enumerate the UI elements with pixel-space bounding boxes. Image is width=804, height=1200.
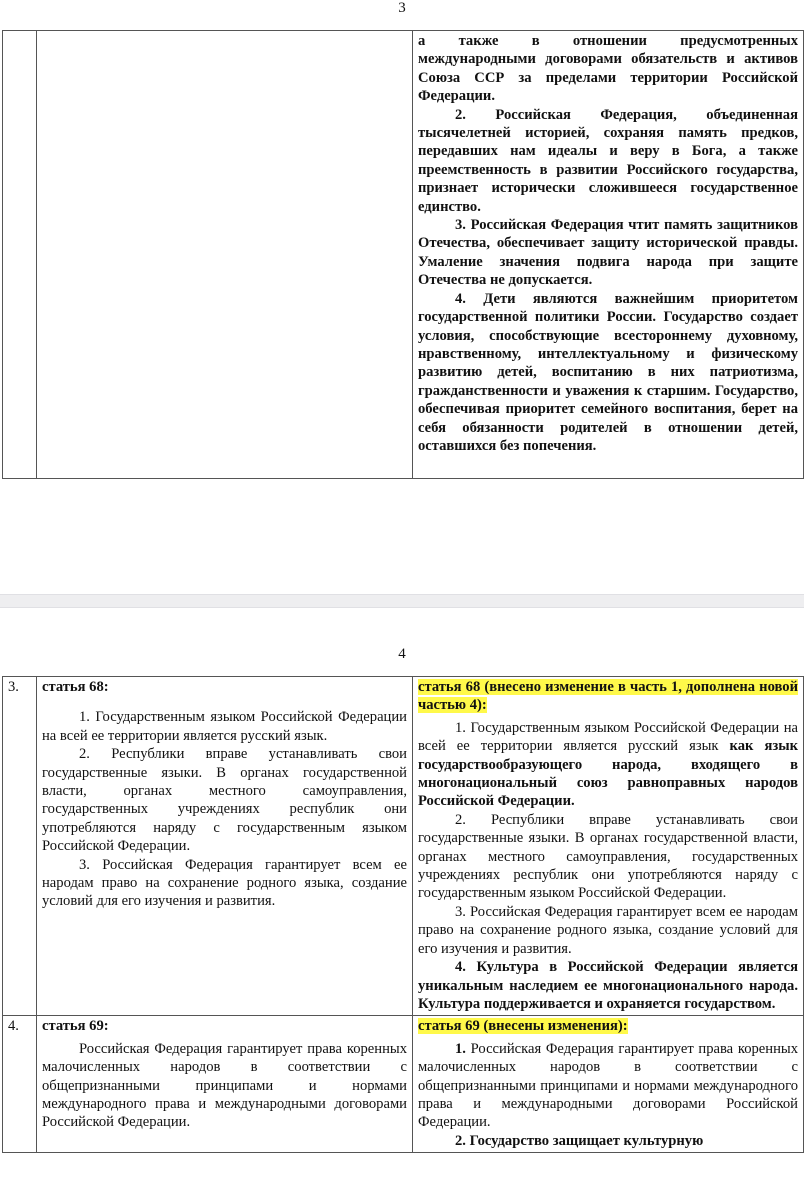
- paragraph: 4. Дети являются важнейшим приоритетом государственной политики России. Государство создает условия, способствующие всестороннему духовному, нравственному, интеллектуальному и физическому развитию детей, воспитанию в них патриотизма, гражданственности и уважения к старшим. Государство, обеспечивая приоритет семейного воспитания, берет на себя обязанности родителей в отношении детей, оставшихся без попечения.: [418, 290, 798, 454]
- comparison-table-page-3: [2, 30, 804, 479]
- article-title: статья 69:: [42, 1018, 109, 1035]
- amendment-text: 4. Культура в Российской Федерации является уникальным наследием ее многонационального народа. Культура поддерживается и охраняется государством.: [418, 959, 798, 1012]
- article-title-highlighted: статья 68 (внесено изменение в часть 1, дополнена новой частью 4):: [418, 679, 798, 714]
- paragraph: 3. Российская Федерация гарантирует всем ее народам право на сохранение родного языка, создание условий для его изучения и развития.: [42, 856, 407, 910]
- new-text-cell: [413, 31, 804, 479]
- paragraph: 1. Государственным языком Российской Федерации на всей ее территории является русский язык: [418, 719, 798, 755]
- new-text-cell: [413, 1016, 804, 1153]
- paragraph: 1. Государственным языком Российской Федерации на всей ее территории является русский язык.: [42, 709, 407, 744]
- old-text-cell: [37, 1016, 413, 1153]
- paragraph: 2. Республики вправе устанавливать свои государственные языки. В органах государственной власти, органах местного самоуправления, государственных учреждениях республик они употребляются наряду с государственным языком Российской Федерации.: [42, 746, 407, 855]
- amendment-text: 2. Государство защищает культурную: [455, 1132, 704, 1149]
- page-number: 4: [398, 646, 406, 662]
- paragraph: 2. Российская Федерация, объединенная тысячелетней историей, сохраняя память предков, передавших нам идеалы и веру в Бога, а также преемственность в развитии Российского государства, признает исторически сложившееся государственное единство.: [418, 106, 798, 215]
- row-number: 3.: [3, 677, 37, 1016]
- number-cell: [3, 31, 37, 479]
- amendment-text: как язык государствообразующего народа, входящего в многонациональный союз равноправных народов Российской Федерации.: [418, 738, 799, 810]
- paragraph: 3. Российская Федерация гарантирует всем ее народам право на сохранение родного языка, создание условий для его изучения и развития.: [418, 903, 798, 957]
- row-number: 4.: [3, 1016, 37, 1153]
- paragraph: а также в отношении предусмотренных международными договорами обязательств и активов Союза ССР за пределами территории Российской Федерации.: [418, 33, 798, 105]
- paragraph: 2. Республики вправе устанавливать свои государственные языки. В органах государственной власти, органах местного самоуправления, государственных учреждениях республик они употребляются наряду с государственным языком Российской Федерации.: [418, 811, 798, 902]
- old-text-cell: [37, 677, 413, 1016]
- table-row: [3, 1016, 804, 1153]
- new-text-cell: [413, 677, 804, 1016]
- paragraph-number: 1.: [455, 1040, 466, 1057]
- paragraph: Российская Федерация гарантирует права коренных малочисленных народов в соответствии с общепризнанными принципами и нормами международного права и международными договорами Российской Федерации.: [418, 1040, 798, 1131]
- paragraph: 3. Российская Федерация чтит память защитников Отечества, обеспечивает защиту исторической правды. Умаление значения подвига народа при защите Отечества не допускается.: [418, 217, 798, 289]
- comparison-table-page-4: [2, 676, 804, 1153]
- paragraph: Российская Федерация гарантирует права коренных малочисленных народов в соответствии с общепризнанными принципами и нормами международного права и международными договорами Российской Федерации.: [42, 1040, 407, 1131]
- page-separator: [0, 594, 804, 608]
- article-title-highlighted: статья 69 (внесены изменения):: [418, 1018, 628, 1035]
- article-title: статья 68:: [42, 679, 109, 695]
- table-row: [3, 31, 804, 479]
- page-number: 3: [398, 0, 406, 16]
- table-row: [3, 677, 804, 1016]
- old-text-cell: [37, 31, 413, 479]
